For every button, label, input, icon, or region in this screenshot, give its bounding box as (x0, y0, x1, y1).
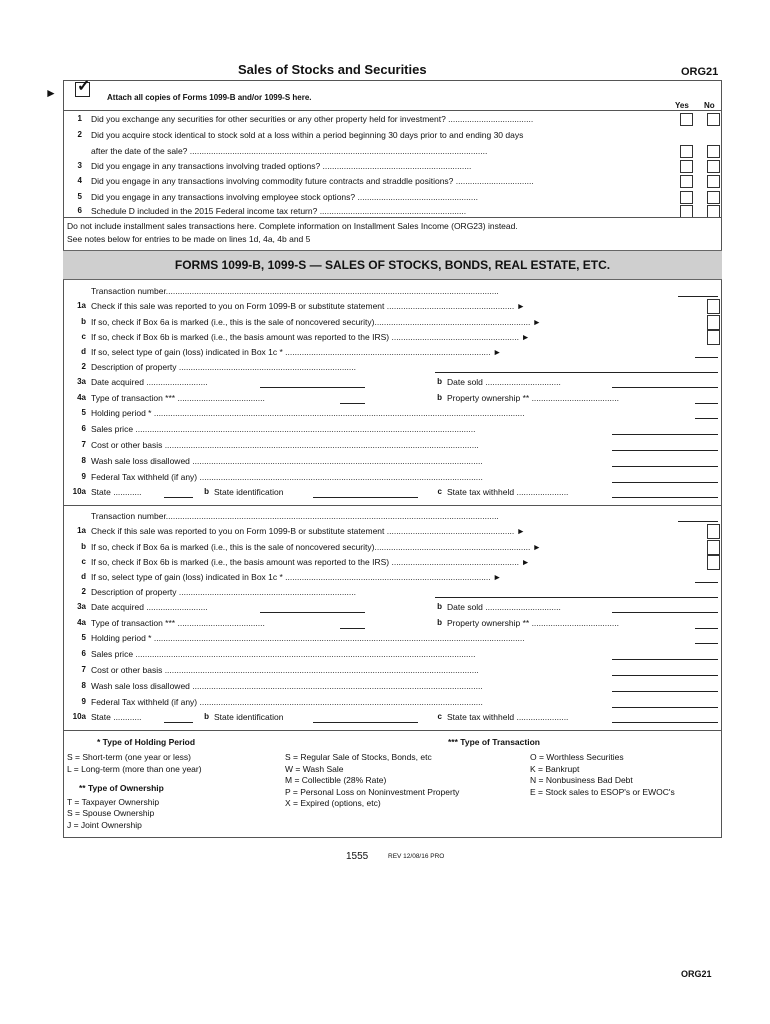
txn-type-s: S = Regular Sale of Stocks, Bonds, etc (285, 752, 432, 762)
line-number: 3a (77, 602, 86, 611)
holding-long: L = Long-term (more than one year) (67, 764, 202, 774)
line-1a-checkbox[interactable] (707, 299, 720, 314)
sales-price-field[interactable] (612, 659, 718, 660)
yes-checkbox[interactable] (680, 160, 693, 173)
state-tax-withheld-label: State tax withheld ...................... (447, 712, 569, 722)
no-label: No (704, 101, 715, 110)
txn-type-k: K = Bankrupt (530, 764, 580, 774)
sales-price-field[interactable] (612, 434, 718, 435)
question-number: 1 (77, 114, 82, 123)
date-acquired-label: Date acquired .......................... (91, 602, 208, 612)
wash-sale-label: Wash sale loss disallowed ........................................................................................................................... (91, 681, 483, 691)
yes-checkbox[interactable] (680, 191, 693, 204)
line-number: b (204, 712, 209, 721)
line-1c-checkbox[interactable] (707, 330, 720, 345)
no-checkbox[interactable] (707, 145, 720, 158)
line-number: 4a (77, 618, 86, 627)
date-sold-field[interactable] (612, 612, 718, 613)
property-ownership-label: Property ownership ** ..................................... (447, 393, 619, 403)
description-field[interactable] (435, 597, 718, 598)
wash-sale-label: Wash sale loss disallowed ........................................................................................................................... (91, 456, 483, 466)
cost-basis-label: Cost or other basis ..................................................................................................................................... (91, 440, 479, 450)
question-number: 6 (77, 206, 82, 215)
line-number: 8 (81, 681, 86, 690)
revision-text: REV 12/08/16 PRO (388, 853, 445, 860)
line-number: c (81, 557, 86, 566)
txn-type-p: P = Personal Loss on Noninvestment Property (285, 787, 460, 797)
line-1a-label: Check if this sale was reported to you on Form 1099-B or substitute statement ...................................................... ► (91, 301, 526, 311)
transaction-type-label: Type of transaction *** ..................................... (91, 393, 265, 403)
line-1b-label: If so, check if Box 6a is marked (i.e., this is the sale of noncovered security).................................................................. ► (91, 317, 542, 327)
state-id-field[interactable] (313, 722, 418, 723)
line-number: 9 (81, 472, 86, 481)
line-number: 2 (81, 362, 86, 371)
form-code: ORG21 (681, 66, 719, 78)
property-ownership-field[interactable] (695, 403, 718, 404)
line-number: 5 (81, 408, 86, 417)
state-tax-withheld-label: State tax withheld ...................... (447, 487, 569, 497)
state-label: State ............ (91, 712, 142, 722)
line-number: b (437, 377, 442, 386)
line-number: 10a (72, 712, 86, 721)
line-1d-label: If so, select type of gain (loss) indicated in Box 1c * ....................................................................................... ► (91, 347, 502, 357)
line-number: 7 (81, 665, 86, 674)
no-checkbox[interactable] (707, 191, 720, 204)
transaction-type-label: Type of transaction *** ..................................... (91, 618, 265, 628)
line-1d-label: If so, select type of gain (loss) indicated in Box 1c * ....................................................................................... ► (91, 572, 502, 582)
line-number: 3a (77, 377, 86, 386)
yes-label: Yes (675, 101, 689, 110)
line-1c-checkbox[interactable] (707, 555, 720, 570)
txn-type-x: X = Expired (options, etc) (285, 798, 381, 808)
property-ownership-label: Property ownership ** ..................................... (447, 618, 619, 628)
yes-checkbox[interactable] (680, 145, 693, 158)
line-number: 10a (72, 487, 86, 496)
state-field[interactable] (164, 722, 193, 723)
state-tax-withheld-field[interactable] (612, 722, 718, 723)
line-1d-field[interactable] (695, 582, 718, 583)
divider (63, 110, 722, 111)
line-number: d (81, 347, 86, 356)
line-number: 6 (81, 649, 86, 658)
transaction-number-field[interactable] (678, 521, 718, 522)
holding-period-title: * Type of Holding Period (97, 737, 196, 747)
line-number: b (437, 618, 442, 627)
line-number: b (81, 317, 86, 326)
cost-basis-label: Cost or other basis ..................................................................................................................................... (91, 665, 479, 675)
transaction-type-title: *** Type of Transaction (448, 737, 540, 747)
yes-checkbox[interactable] (680, 113, 693, 126)
line-number: 5 (81, 633, 86, 642)
txn-type-e: E = Stock sales to ESOP's or EWOC's (530, 787, 675, 797)
wash-sale-field[interactable] (612, 691, 718, 692)
state-id-label: State identification (214, 487, 284, 497)
yes-checkbox[interactable] (680, 175, 693, 188)
line-1d-field[interactable] (695, 357, 718, 358)
state-label: State ............ (91, 487, 142, 497)
checkmark-icon: ✓ (77, 78, 91, 95)
date-sold-field[interactable] (612, 387, 718, 388)
line-number: 4a (77, 393, 86, 402)
no-checkbox[interactable] (707, 113, 720, 126)
ownership-taxpayer: T = Taxpayer Ownership (67, 797, 160, 807)
question-text: Did you engage in any transactions involving commodity future contracts and straddle positions? ................................. (91, 176, 534, 186)
question-text: Did you exchange any securities for other securities or any other property held for investment? .................................... (91, 114, 534, 124)
ownership-joint: J = Joint Ownership (67, 820, 142, 830)
question-number: 5 (77, 192, 82, 201)
state-field[interactable] (164, 497, 193, 498)
line-number: 1a (77, 526, 86, 535)
txn-type-w: W = Wash Sale (285, 764, 344, 774)
line-1c-label: If so, check if Box 6b is marked (i.e., the basis amount was reported to the IRS) ...................................................... ► (91, 557, 530, 567)
federal-withheld-label: Federal Tax withheld (if any) ........................................................................................................................ (91, 472, 483, 482)
line-1b-checkbox[interactable] (707, 315, 720, 330)
question-text: Did you acquire stock identical to stock sold at a loss within a period beginning 30 days prior to and ending 30 days (91, 130, 524, 140)
holding-period-label: Holding period * ............................................................................................................................................................. (91, 408, 525, 418)
no-checkbox[interactable] (707, 175, 720, 188)
federal-withheld-field[interactable] (612, 482, 718, 483)
date-acquired-field[interactable] (260, 612, 365, 613)
divider (63, 217, 722, 218)
divider (63, 505, 722, 506)
page-title: Sales of Stocks and Securities (238, 62, 427, 77)
line-1a-label: Check if this sale was reported to you on Form 1099-B or substitute statement ...................................................... ► (91, 526, 526, 536)
question-number: 2 (77, 130, 82, 139)
wash-sale-field[interactable] (612, 466, 718, 467)
line-number: c (81, 332, 86, 341)
line-1a-checkbox[interactable] (707, 524, 720, 539)
txn-type-o: O = Worthless Securities (530, 752, 624, 762)
sales-price-label: Sales price ................................................................................................................................................ (91, 649, 476, 659)
line-number: c (437, 712, 442, 721)
line-number: 6 (81, 424, 86, 433)
date-acquired-field[interactable] (260, 387, 365, 388)
sales-price-label: Sales price ................................................................................................................................................ (91, 424, 476, 434)
question-number: 4 (77, 176, 82, 185)
note-line-1: Do not include installment sales transactions here. Complete information on Installment Sales Income (ORG23) instead. (67, 221, 518, 231)
txn-type-m: M = Collectible (28% Rate) (285, 775, 387, 785)
description-label: Description of property ........................................................................... (91, 587, 356, 597)
line-number: b (437, 393, 442, 402)
question-number: 3 (77, 161, 82, 170)
cost-basis-field[interactable] (612, 675, 718, 676)
line-number: b (81, 542, 86, 551)
attach-note: Attach all copies of Forms 1099-B and/or 1099-S here. (107, 93, 312, 102)
line-number: b (437, 602, 442, 611)
transaction-number-label: Transaction number............................................................................................................................................. (91, 286, 499, 296)
transaction-number-label: Transaction number............................................................................................................................................. (91, 511, 499, 521)
divider (63, 730, 722, 731)
section-band-title: FORMS 1099-B, 1099-S — SALES OF STOCKS, BONDS, REAL ESTATE, ETC. (174, 258, 611, 272)
state-id-field[interactable] (313, 497, 418, 498)
date-sold-label: Date sold ................................ (447, 377, 561, 387)
state-tax-withheld-field[interactable] (612, 497, 718, 498)
federal-withheld-field[interactable] (612, 707, 718, 708)
line-number: 1a (77, 301, 86, 310)
holding-period-label: Holding period * ............................................................................................................................................................. (91, 633, 525, 643)
line-number: 7 (81, 440, 86, 449)
line-1c-label: If so, check if Box 6b is marked (i.e., the basis amount was reported to the IRS) ...................................................... ► (91, 332, 530, 342)
question-text: after the date of the sale? .............................................................................................................................. (91, 146, 488, 156)
transaction-type-field[interactable] (340, 628, 365, 629)
holding-short: S = Short-term (one year or less) (67, 752, 192, 762)
line-number: 2 (81, 587, 86, 596)
line-1b-label: If so, check if Box 6a is marked (i.e., this is the sale of noncovered security).................................................................. ► (91, 542, 542, 552)
no-checkbox[interactable] (707, 160, 720, 173)
date-sold-label: Date sold ................................ (447, 602, 561, 612)
date-acquired-label: Date acquired .......................... (91, 377, 208, 387)
line-number: 8 (81, 456, 86, 465)
ownership-title: ** Type of Ownership (79, 783, 164, 793)
question-text: Schedule D included in the 2015 Federal income tax return? .............................................................. (91, 206, 467, 216)
cost-basis-field[interactable] (612, 450, 718, 451)
attach-arrow-icon: ► (45, 86, 57, 100)
transaction-type-field[interactable] (340, 403, 365, 404)
note-line-2: See notes below for entries to be made on lines 1d, 4a, 4b and 5 (67, 234, 311, 244)
question-text: Did you engage in any transactions involving employee stock options? ................................................... (91, 192, 478, 202)
footer-form-code: ORG21 (681, 969, 712, 979)
holding-period-field[interactable] (695, 643, 718, 644)
line-number: 9 (81, 697, 86, 706)
line-1b-checkbox[interactable] (707, 540, 720, 555)
description-label: Description of property ........................................................................... (91, 362, 356, 372)
page-number: 1555 (346, 851, 369, 862)
line-number: d (81, 572, 86, 581)
ownership-spouse: S = Spouse Ownership (67, 808, 155, 818)
transaction-number-field[interactable] (678, 296, 718, 297)
line-number: c (437, 487, 442, 496)
property-ownership-field[interactable] (695, 628, 718, 629)
holding-period-field[interactable] (695, 418, 718, 419)
description-field[interactable] (435, 372, 718, 373)
state-id-label: State identification (214, 712, 284, 722)
question-text: Did you engage in any transactions involving traded options? ............................................................... (91, 161, 472, 171)
txn-type-n: N = Nonbusiness Bad Debt (530, 775, 633, 785)
line-number: b (204, 487, 209, 496)
federal-withheld-label: Federal Tax withheld (if any) ........................................................................................................................ (91, 697, 483, 707)
